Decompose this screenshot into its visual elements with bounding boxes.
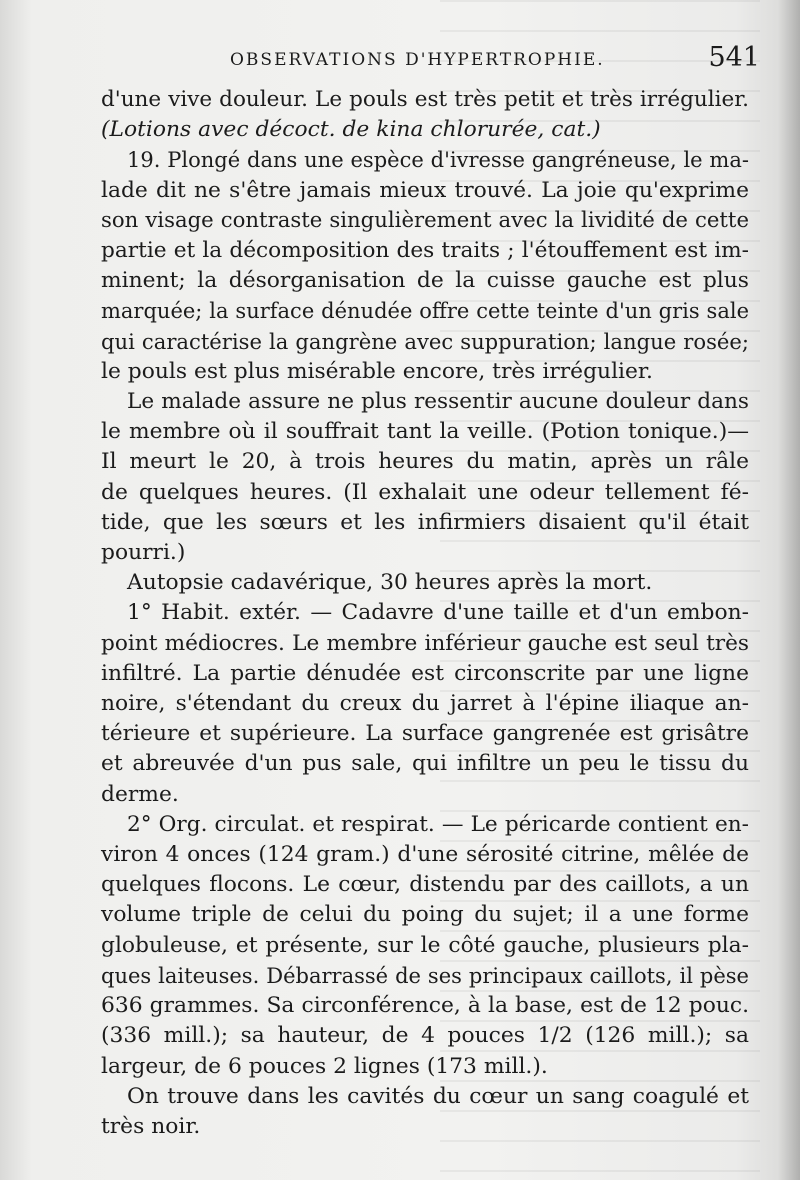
text-line: (336 mill.); sa hauteur, de 4 pouces 1/2 (126 mill.); sa — [101, 1023, 749, 1049]
text-line: marquée; la surface dénudée offre cette teinte d'un gris sale — [101, 299, 749, 324]
page-header — [230, 42, 760, 82]
text-line: le pouls est plus misérable encore, très irrégulier. — [101, 358, 653, 384]
text-line: et abreuvée d'un pus sale, qui infiltre un peu le tissu du — [101, 751, 749, 777]
text-line-italic: (Lotions avec décoct. de kina chlorurée, cat.) — [101, 117, 601, 143]
text-line: 2° Org. circulat. et respirat. — Le péricarde contient en- — [127, 811, 749, 837]
text-line: viron 4 onces (124 gram.) d'une sérosité citrine, mêlée de — [101, 842, 749, 868]
body-text — [101, 85, 749, 1142]
text-line: le membre où il souffrait tant la veille. (Potion tonique.)— — [101, 419, 749, 445]
text-line: très noir. — [101, 1113, 201, 1139]
text-line: minent; la désorganisation de la cuisse gauche est plus — [101, 268, 749, 294]
text-line: ques laiteuses. Débarrassé de ses principaux caillots, il pèse — [101, 962, 749, 988]
section-heading-autopsie: Autopsie cadavérique, 30 heures après la mort. — [127, 570, 653, 596]
text-line: son visage contraste singulièrement avec la lividité de cette — [101, 207, 749, 233]
text-line: noire, s'étendant du creux du jarret à l'épine iliaque an- — [101, 691, 749, 717]
text-line: 19. Plongé dans une espèce d'ivresse gangréneuse, le ma- — [127, 147, 749, 173]
text-line: 636 grammes. Sa circonférence, à la base, est de 12 pouc. — [101, 993, 749, 1019]
running-head: OBSERVATIONS D'HYPERTROPHIE. — [230, 50, 605, 70]
text-line: infiltré. La partie dénudée est circonscrite par une ligne — [101, 660, 749, 686]
text-line: d'une vive douleur. Le pouls est très petit et très irrégulier. — [101, 87, 749, 112]
text-line: largeur, de 6 pouces 2 lignes (173 mill.). — [101, 1053, 548, 1079]
text-line: Il meurt le 20, à trois heures du matin, après un râle — [101, 449, 749, 475]
text-line: partie et la décomposition des traits ; l'étouffement est im- — [101, 238, 749, 264]
text-line: pourri.) — [101, 540, 186, 566]
text-line: tide, que les sœurs et les infirmiers disaient qu'il était — [101, 509, 749, 535]
text-line: volume triple de celui du poing du sujet; il a une forme — [101, 902, 749, 928]
page-number: 541 — [708, 42, 760, 73]
text-line: Le malade assure ne plus ressentir aucune douleur dans — [127, 389, 749, 415]
text-line: 1° Habit. extér. — Cadavre d'une taille et d'un embon- — [127, 600, 749, 626]
text-line: de quelques heures. (Il exhalait une odeur tellement fé- — [101, 479, 749, 505]
text-line: point médiocres. Le membre inférieur gauche est seul très — [101, 630, 749, 656]
text-line: On trouve dans les cavités du cœur un sang coagulé et — [127, 1083, 749, 1109]
text-line: quelques flocons. Le cœur, distendu par des caillots, a un — [101, 872, 749, 898]
text-line: térieure et supérieure. La surface gangrenée est grisâtre — [101, 721, 749, 747]
text-line: globuleuse, et présente, sur le côté gauche, plusieurs pla- — [101, 932, 749, 958]
page-edge-shadow — [778, 0, 800, 1180]
text-line: derme. — [101, 781, 179, 807]
text-line: qui caractérise la gangrène avec suppuration; langue rosée; — [101, 328, 749, 354]
text-line: lade dit ne s'être jamais mieux trouvé. La joie qu'exprime — [101, 177, 749, 203]
